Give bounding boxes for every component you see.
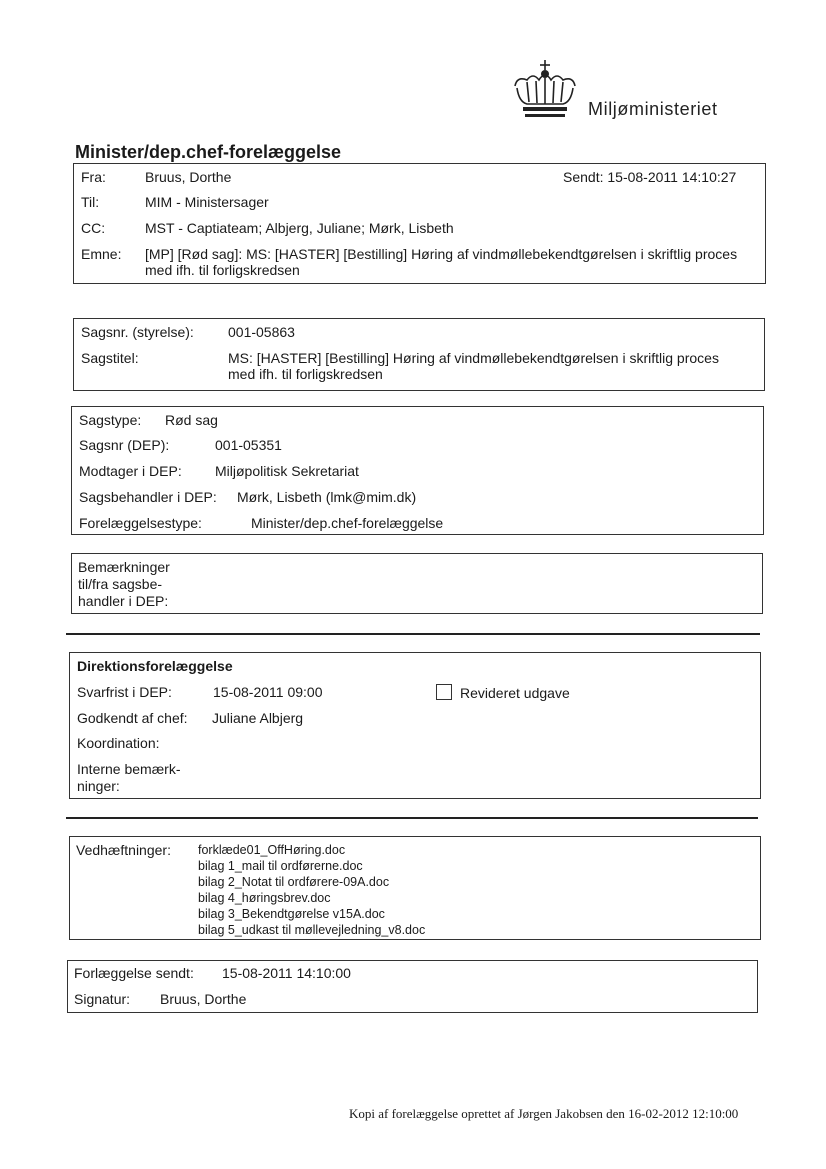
signatur-label: Signatur: xyxy=(74,991,131,1007)
svarfrist-value: 15-08-2011 09:00 xyxy=(213,684,323,700)
direction-title: Direktionsforelæggelse xyxy=(77,658,233,674)
forelaeggelsestype-value: Minister/dep.chef-forelæggelse xyxy=(251,515,444,531)
attachment-file[interactable]: forklæde01_OffHøring.doc xyxy=(198,843,346,857)
sagsbehandler-value: Mørk, Lisbeth (lmk@mim.dk) xyxy=(237,489,417,505)
sagsnr-label: Sagsnr. (styrelse): xyxy=(81,324,194,340)
attachments-label: Vedhæftninger: xyxy=(76,842,171,858)
remarks-box xyxy=(71,553,763,614)
crown-logo xyxy=(505,58,585,122)
cc-label: CC: xyxy=(81,220,106,236)
til-value: MIM - Ministersager xyxy=(145,194,269,210)
svarfrist-label: Svarfrist i DEP: xyxy=(77,684,172,700)
dep-sagsnr-value: 001-05351 xyxy=(215,437,282,453)
attachment-file[interactable]: bilag 5_udkast til møllevejledning_v8.doc xyxy=(198,923,426,937)
remarks-label-line-1: Bemærkninger xyxy=(78,559,170,575)
koordination-label: Koordination: xyxy=(77,735,160,751)
attachment-file[interactable]: bilag 4_høringsbrev.doc xyxy=(198,891,331,905)
revideret-checkbox[interactable] xyxy=(436,684,452,700)
sendt-value: Sendt: 15-08-2011 14:10:27 xyxy=(563,169,737,185)
document-title: Minister/dep.chef-forelæggelse xyxy=(75,142,342,162)
sendt-label: Forlæggelse sendt: xyxy=(74,965,194,981)
modtager-value: Miljøpolitisk Sekretariat xyxy=(215,463,359,479)
attachment-file[interactable]: bilag 3_Bekendtgørelse v15A.doc xyxy=(198,907,385,921)
til-label: Til: xyxy=(81,194,100,210)
sagstype-label: Sagstype: xyxy=(79,412,142,428)
fra-value: Bruus, Dorthe xyxy=(145,169,232,185)
footer-note: Kopi af forelæggelse oprettet af Jørgen Jakobsen den 16-02-2012 12:10:00 xyxy=(349,1106,739,1121)
interne-label-line-2: ninger: xyxy=(77,778,120,794)
attachment-file[interactable]: bilag 1_mail til ordførerne.doc xyxy=(198,859,363,873)
sagsbehandler-label: Sagsbehandler i DEP: xyxy=(79,489,217,505)
godkendt-value: Juliane Albjerg xyxy=(212,710,304,726)
dep-sagsnr-label: Sagsnr (DEP): xyxy=(79,437,170,453)
sagstitel-value: MS: [HASTER] [Bestilling] Høring af vindmøllebekendtgørelsen i skriftlig proces med ifh. til forligskredsen xyxy=(228,350,719,382)
fra-label: Fra: xyxy=(81,169,106,185)
emne-value: [MP] [Rød sag]: MS: [HASTER] [Bestilling] Høring af vindmøllebekendtgørelsen i skriftlig proces med ifh. til forligskredsen xyxy=(145,246,738,278)
remarks-label-line-3: handler i DEP: xyxy=(78,593,169,609)
remarks-label-line-2: til/fra sagsbe- xyxy=(78,576,163,592)
attachment-file[interactable]: bilag 2_Notat til ordførere-09A.doc xyxy=(198,875,390,889)
forelaeggelsestype-label: Forelæggelsestype: xyxy=(79,515,202,531)
revideret-label: Revideret udgave xyxy=(460,685,570,701)
interne-label-line-1: Interne bemærk- xyxy=(77,761,181,777)
sagstitel-label: Sagstitel: xyxy=(81,350,139,366)
ministry-name: Miljøministeriet xyxy=(588,99,718,119)
section-divider xyxy=(66,817,758,819)
sagstype-value: Rød sag xyxy=(165,412,218,428)
signatur-value: Bruus, Dorthe xyxy=(160,991,247,1007)
modtager-label: Modtager i DEP: xyxy=(79,463,182,479)
cc-value: MST - Captiateam; Albjerg, Juliane; Mørk, Lisbeth xyxy=(145,220,454,236)
sagsnr-value: 001-05863 xyxy=(228,324,295,340)
section-divider xyxy=(66,633,760,635)
emne-label: Emne: xyxy=(81,246,122,262)
godkendt-label: Godkendt af chef: xyxy=(77,710,188,726)
sendt-value: 15-08-2011 14:10:00 xyxy=(222,965,351,981)
